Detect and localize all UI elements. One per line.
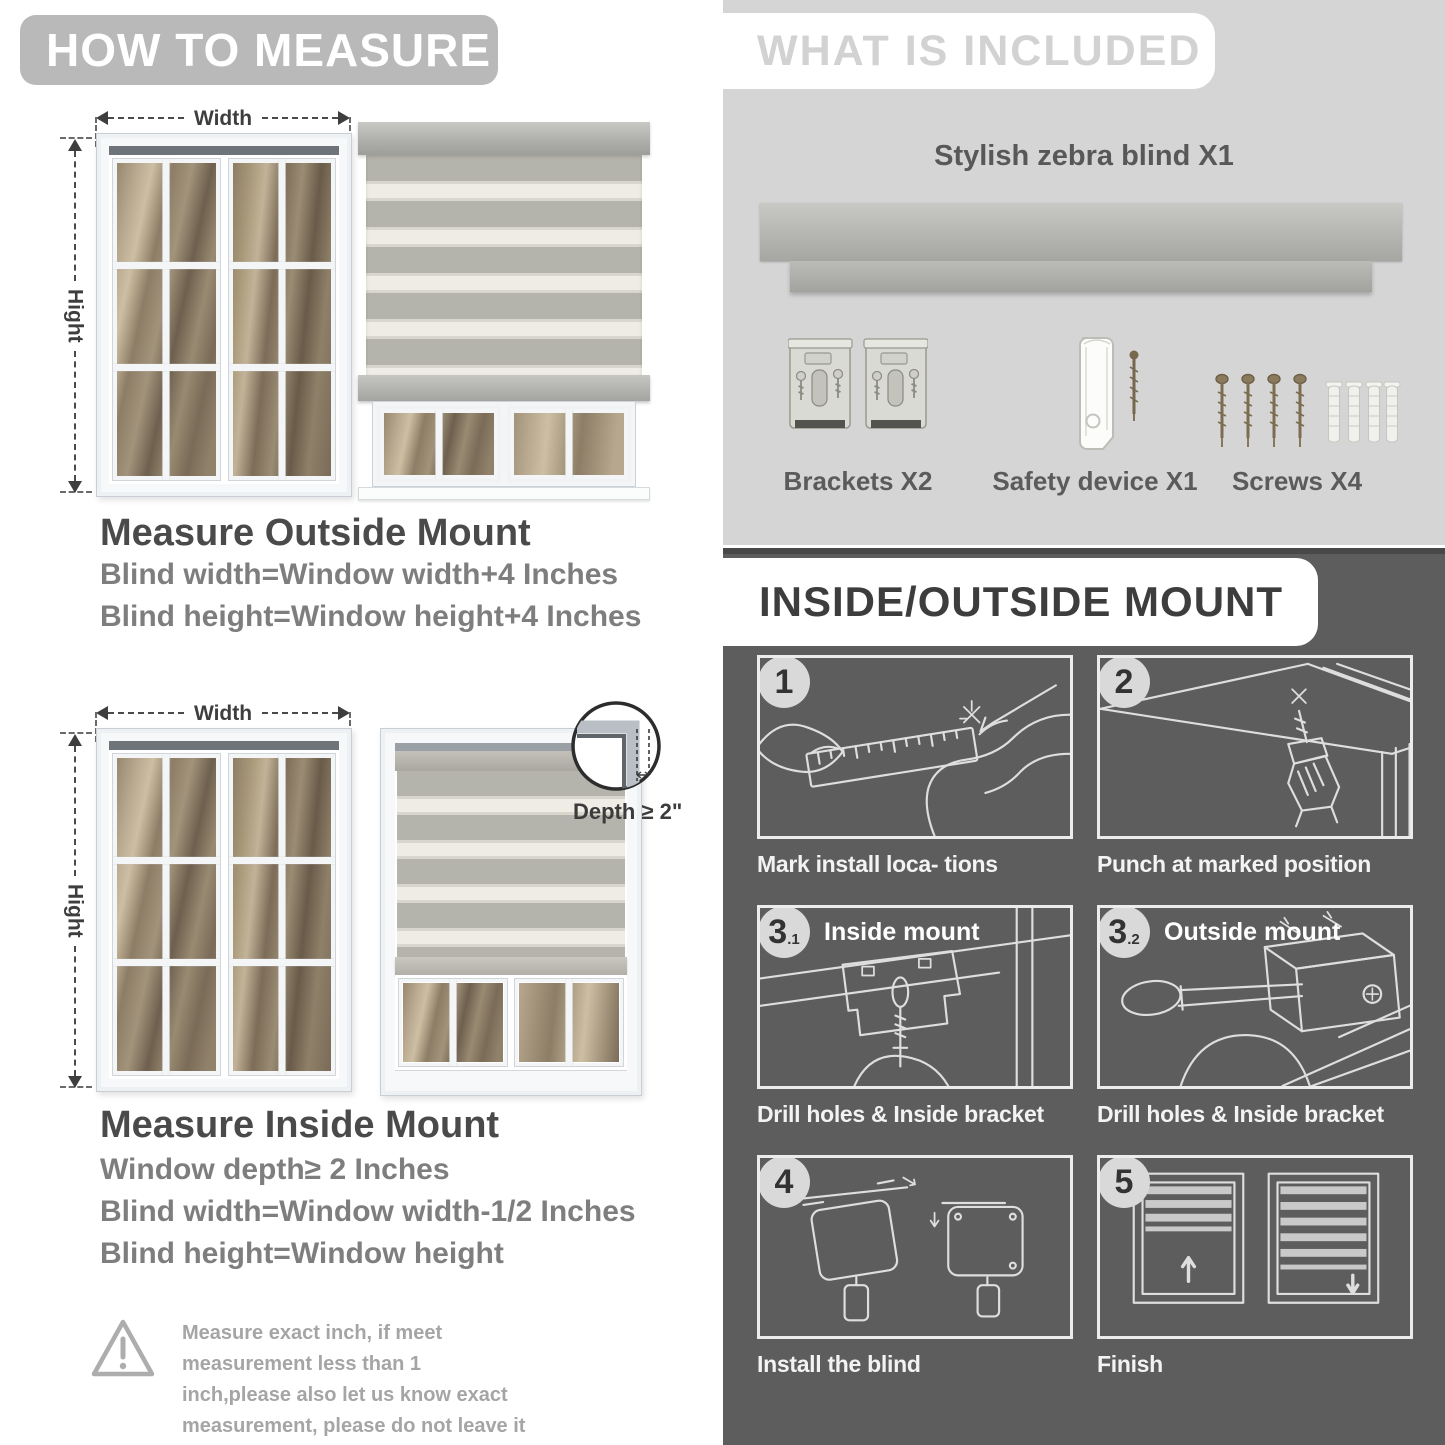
arrow-up-icon <box>68 734 82 746</box>
mount-titlebox <box>723 558 1318 646</box>
outside-mount-heading: Measure Outside Mount <box>100 512 531 554</box>
window-top-track <box>109 146 339 155</box>
divider <box>723 548 1445 554</box>
step-3-2 <box>1097 905 1413 1135</box>
window-pane <box>228 158 337 481</box>
width-label: Width <box>193 701 253 725</box>
step-3-1-label: Inside mount <box>824 918 980 946</box>
step-4-panel <box>757 1155 1073 1339</box>
window-pane <box>112 753 221 1076</box>
window-pane <box>228 753 337 1076</box>
step-3-2-caption: Drill holes & Inside bracket <box>1097 1101 1384 1127</box>
step-3-2-number: 3 .2 <box>1098 906 1150 958</box>
depth-zoom-callout <box>569 699 663 793</box>
inside-mount-formula-width: Blind width=Window width-1/2 Inches <box>100 1195 636 1228</box>
blind-bottom-rail <box>395 957 627 975</box>
step-2-number: 2 <box>1098 656 1150 708</box>
step-3-1-caption: Drill holes & Inside bracket <box>757 1101 1044 1127</box>
how-to-measure-banner <box>20 15 498 85</box>
step-1-number: 1 <box>758 656 810 708</box>
zebra-blind-stripes <box>366 155 642 375</box>
depth-requirement-label: Depth ≥ 2" <box>573 799 683 824</box>
window-sill <box>358 487 650 500</box>
window-illustration <box>96 728 352 1092</box>
window-pane <box>377 406 501 482</box>
step-3-2-label: Outside mount <box>1164 918 1341 946</box>
height-label: Hight <box>63 884 87 938</box>
step-4-caption: Install the blind <box>757 1351 921 1377</box>
what-is-included-title: WHAT IS INCLUDED <box>757 26 1202 75</box>
mount-title: INSIDE/OUTSIDE MOUNT <box>759 578 1284 625</box>
brackets-label: Brackets X2 <box>783 466 933 496</box>
step-2-panel <box>1097 655 1413 839</box>
step-1-panel <box>757 655 1073 839</box>
inside-mount-measure-figure <box>60 698 352 1092</box>
product-label: Stylish zebra blind X1 <box>934 140 1234 172</box>
safety-device-icon <box>1060 332 1148 456</box>
step-3-1-number: 3 .1 <box>758 906 810 958</box>
width-dimension-arrow <box>96 702 350 724</box>
outside-mount-formula-height: Blind height=Window height+4 Inches <box>100 600 642 633</box>
inside-mount-depth-rule: Window depth≥ 2 Inches <box>100 1153 450 1186</box>
safety-device-label: Safety device X1 <box>992 466 1198 496</box>
blind-headrail <box>358 122 650 155</box>
arrow-down-icon <box>68 1076 82 1088</box>
arrow-left-icon <box>96 111 108 125</box>
how-to-measure-title: HOW TO MEASURE <box>46 24 492 76</box>
window-sill <box>395 1070 627 1081</box>
arrow-down-icon <box>68 481 82 493</box>
step-5-number: 5 <box>1098 1156 1150 1208</box>
arrow-up-icon <box>68 139 82 151</box>
inside-mount-blind-figure <box>380 728 683 1096</box>
warning-note-text: Measure exact inch, if meet measurement less than 1 inch,please also let us know exact measurement, please do not leave it <box>182 1322 526 1437</box>
blind-bottom-rail <box>358 375 650 401</box>
inside-mount-formula-height: Blind height=Window height <box>100 1237 504 1270</box>
window-under-blind <box>395 975 627 1070</box>
step-5 <box>1097 1155 1413 1385</box>
window-under-blind <box>372 401 636 487</box>
screws-icon <box>1210 372 1402 456</box>
brackets-icon <box>788 336 928 440</box>
warning-triangle-icon <box>90 1318 156 1380</box>
step-5-caption: Finish <box>1097 1351 1163 1377</box>
step-1 <box>757 655 1073 885</box>
mount-steps-grid <box>757 655 1413 1385</box>
what-is-included-panel <box>723 0 1445 545</box>
window-top-track <box>109 741 339 750</box>
step-3-1 <box>757 905 1073 1135</box>
step-4 <box>757 1155 1073 1385</box>
step-2-caption: Punch at marked position <box>1097 851 1371 877</box>
width-label: Width <box>193 106 253 130</box>
window-pane <box>112 158 221 481</box>
blind-headrail-product <box>760 203 1402 261</box>
what-is-included-titlebox <box>723 13 1215 89</box>
step-4-number: 4 <box>758 1156 810 1208</box>
width-dimension-arrow <box>96 107 350 129</box>
outside-mount-measure-figure <box>60 103 352 497</box>
arrow-left-icon <box>96 706 108 720</box>
window-pane <box>507 406 631 482</box>
measurement-warning <box>90 1318 570 1442</box>
outside-mount-formula-width: Blind width=Window width+4 Inches <box>100 558 619 591</box>
blind-headrail-lip <box>790 261 1372 292</box>
outside-mount-blind-figure <box>358 122 650 502</box>
inside-mount-heading: Measure Inside Mount <box>100 1104 500 1146</box>
step-3-1-panel <box>757 905 1073 1089</box>
window-pane <box>514 978 624 1067</box>
mount-instructions-panel <box>723 548 1445 1445</box>
height-dimension-arrow <box>64 139 86 493</box>
step-5-panel <box>1097 1155 1413 1339</box>
step-3-2-panel <box>1097 905 1413 1089</box>
height-dimension-arrow <box>64 734 86 1088</box>
screws-label: Screws X4 <box>1231 466 1363 496</box>
window-illustration <box>96 133 352 497</box>
step-1-caption: Mark install loca- tions <box>757 851 998 877</box>
step-2 <box>1097 655 1413 885</box>
window-pane <box>398 978 508 1067</box>
height-label: Hight <box>63 289 87 343</box>
